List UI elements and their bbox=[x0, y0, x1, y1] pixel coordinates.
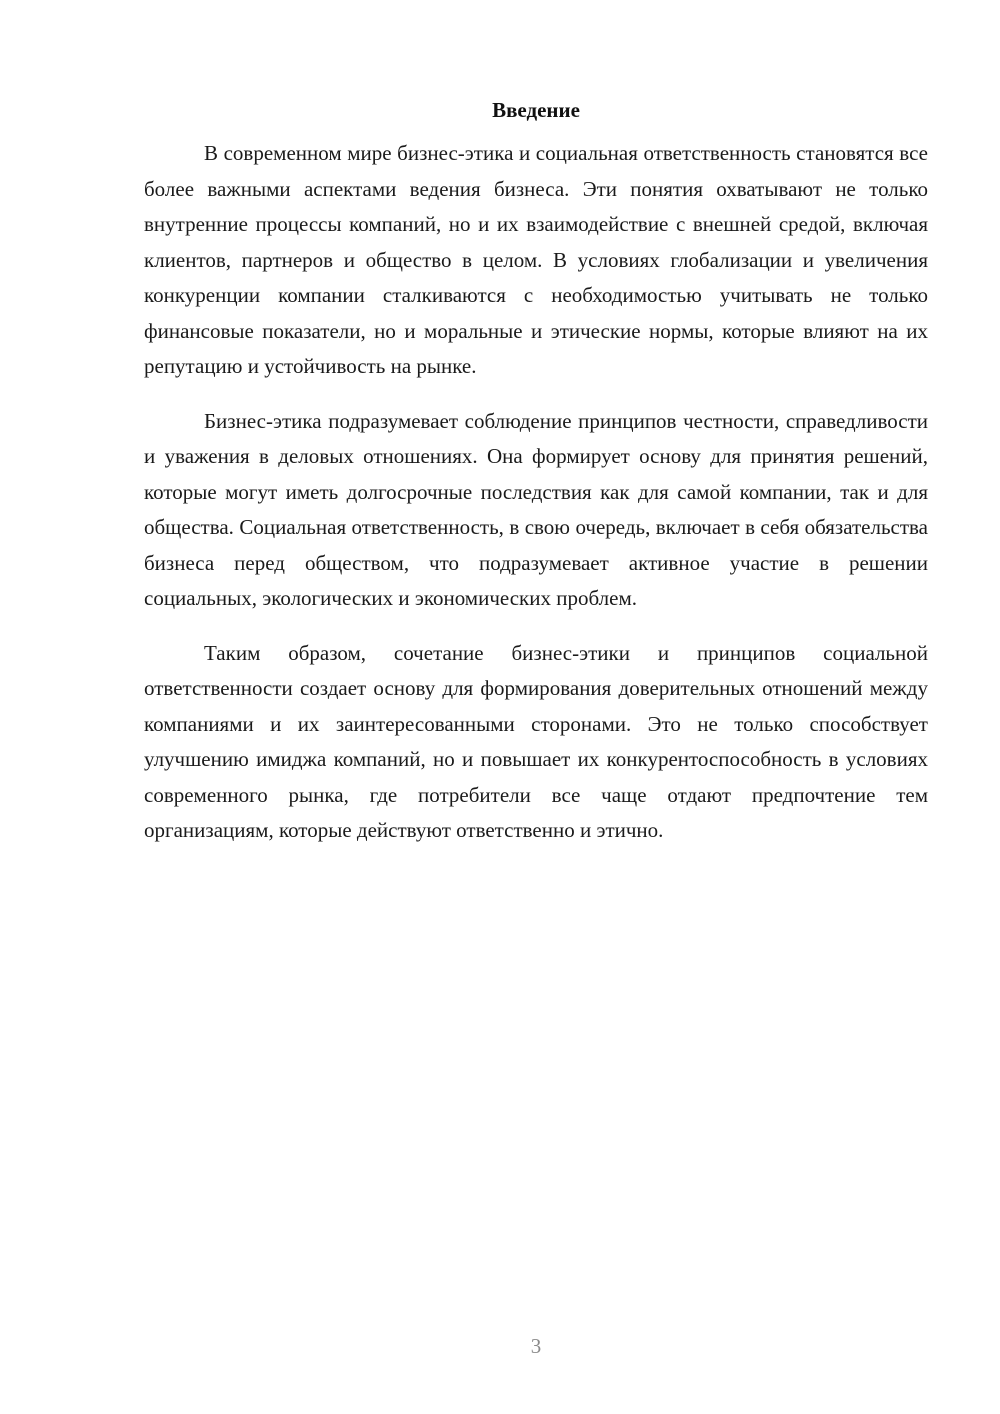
paragraph-2: Бизнес-этика подразумевает соблюдение принципов честности, справедливости и уважения в деловых отношениях. Она формирует основу для принятия решений, которые могут иметь долгосрочные последствия как для самой компании, так и для общества. Социальная ответственность, в свою очередь, включает в себя обязательства бизнеса перед обществом, что подразумевает активное участие в решении социальных, экологических и экономических проблем. bbox=[144, 408, 928, 610]
page-content bbox=[144, 94, 928, 868]
page-number: 3 bbox=[530, 1334, 542, 1358]
paragraph-1: В современном мире бизнес-этика и социальная ответственность становятся все более важными аспектами ведения бизнеса. Эти понятия охватывают не только внутренние процессы компаний, но и их взаимодействие с внешней средой, включая клиентов, партнеров и общество в целом. В условиях глобализации и увеличения конкуренции компании сталкиваются с необходимостью учитывать не только финансовые показатели, но и моральные и этические нормы, которые влияют на их репутацию и устойчивость на рынке. bbox=[144, 141, 928, 378]
section-heading: Введение bbox=[492, 98, 580, 122]
paragraph-3: Таким образом, сочетание бизнес-этики и принципов социальной ответственности создает основу для формирования доверительных отношений между компаниями и их заинтересованными сторонами. Это не только способствует улучшению имиджа компаний, но и повышает их конкурентоспособность в условиях современного рынка, где потребители все чаще отдают предпочтение тем организациям, которые действуют ответственно и этично. bbox=[144, 640, 928, 842]
